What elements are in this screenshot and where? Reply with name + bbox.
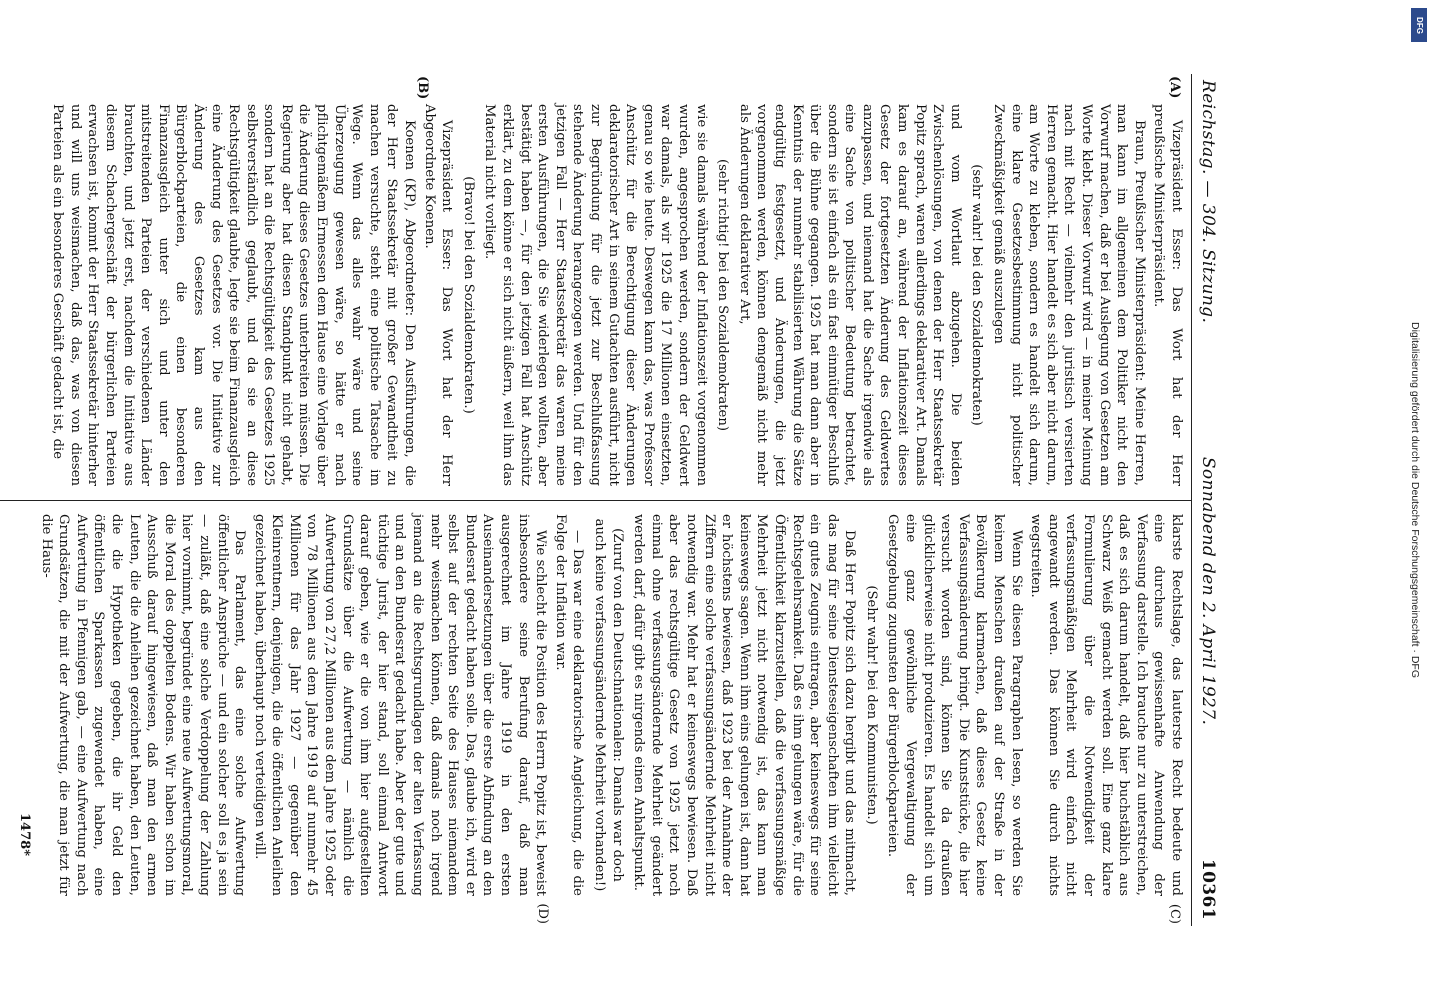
paragraph: — Das war eine deklaratorische Angleichung, die die Folge der Inflation war. <box>552 514 586 896</box>
margin-marker-d: (D) <box>535 903 550 924</box>
interjection: (Bravo! bei den Sozialdemokraten.) <box>460 176 476 414</box>
margin-marker-b: (B) <box>415 76 430 100</box>
paragraph: Wie schlecht die Position des Herrn Popitz ist, beweist insbesondere seine Berufung darauf, daß man ausgerechnet im Jahre 1919 in den ersten Auseinandersetzungen über die erste Abfindung an den Bundesrat gedacht haben solle. Das, glaube ich, wird er selbst auf der rechten Seite des Hauses niemandem mehr weismachen können, daß damals noch irgend jemand an die Rechtsgrundlagen der alten Verfassung und an den Bundesrat gedacht habe. Aber der gute und tüchtige Jurist, der hier stand, soll einmal Antwort darauf geben, wie er die von ihm hier aufgestellten Grundsätze über die Aufwertung — nämlich die Aufwertung von 27,2 Millionen aus dem Jahre 1925 oder von 78 Millionen aus dem Jahre 1919 auf nunmehr 45 Millionen für das Jahr 1927 — gegenüber den Kleinrentnern, denjenigen, die die öffentlichen Anleihen gezeichnet haben, überhaupt noch verteidigen will. <box>251 514 549 896</box>
text-columns <box>0 74 1191 926</box>
paragraph: und vom Wortlaut abzugehen. Die beiden Zwischenlösungen, von denen der Herr Staatssekretär Popitz sprach, waren allerdings deklarativer Art. Damals kam es darauf an, während der Inflationszeit dieses Gesetz der fortgesetzten Änderung des Geldwertes anzupassen, und niemand hat die Sache irgendwie als eine Sache von politischer Bedeutung betrachtet, sondern sie ist einfach als ein fast einmütiger Beschluß über die Bühne gegangen. 1925 hat man dann aber in Kenntnis der nunmehr stabilisierten Währung die Sätze endgültig festgesetzt, und Änderungen, die jetzt vorgenommen werden, können demgemäß nicht mehr als Änderungen deklarativer Art, <box>736 104 963 486</box>
left-column <box>0 74 1191 500</box>
paragraph: Daß Herr Popitz sich dazu hergibt und das mitmacht, das mag für seine Diensteseigenschaften ihm vielleicht ein gutes Zeugnis eintragen, aber keineswegs für seine Rechtsgelehrsamkeit. Daß es ihm gelungen wäre, für die Öffentlichkeit klarzustellen, daß die verfassungsmäßige Mehrheit jetzt nicht notwendig ist, das kann man keineswegs sagen. Wenn ihm eins gelungen ist, dann hat er höchstens bewiesen, daß 1923 bei der Annahme der Ziffern eine solche verfassungsändernde Mehrheit nicht notwendig war. Mehr hat er keineswegs bewiesen. Daß aber das rechtsgültige Gesetz von 1925 jetzt noch einmal ohne verfassungsändernde Mehrheit geändert werden darf, dafür gibt es nirgends einen Anhaltspunkt. <box>631 514 858 896</box>
paragraph: klarste Rechtslage, das lauterste Recht bedeute und eine durchaus gewissenhafte Anwendung der Verfassung darstelle. Ich brauche nur zu unterstreichen, daß es sich darum handelt, daß hier buchstäblich aus Schwarz Weiß gemacht werden soll. Eine ganz klare Formulierung über die Notwendigkeit der verfassungsmäßigen Mehrheit wird einfach nicht angewandt werden. Das können Sie durch nichts wegstreiten. <box>1028 514 1184 896</box>
margin-marker-a: (A) <box>1167 76 1182 99</box>
page-header <box>1191 74 1228 926</box>
paragraph: Vizepräsident Esser: Das Wort hat der Herr Abgeordnete Koenen. <box>421 104 455 486</box>
rotated-document-page <box>0 70 1228 930</box>
margin-marker-c: (C) <box>1167 903 1182 924</box>
paragraph: Wenn Sie diesen Paragraphen lesen, so werden Sie keinem Menschen draußen auf der Straße in der Bevölkerung klarmachen, daß dieses Gesetz keine Verfassungsänderung bringt. Die Kunststücke, die hier versucht worden sind, können Sie da draußen glücklicherweise nicht produzieren. Es handelt sich um eine ganz gewöhnliche Vergewaltigung der Gesetzgebung zugunsten der Bürgerblockparteien. <box>885 514 1024 896</box>
interjection: (sehr richtig! bei den Sozialdemokraten) <box>715 159 731 431</box>
paragraph: Vizepräsident Esser: Das Wort hat der Herr preußische Ministerpräsident. <box>1151 104 1184 486</box>
paragraph: Braun, Preußischer Ministerpräsident: Meine Herren, man kann im allgemeinen dem Politiker nicht den Vorwurf machen, daß er bei Auslegung von Gesetzen am Worte klebt. Dieser Vorwurf wird — in meiner Meinung nach mit Recht — vielmehr den juristisch versierten Herren gemacht. Hier handelt es sich aber nicht darum, am Worte zu kleben, sondern es handelt sich darum, eine klare Gesetzesbestimmung nicht politischer Zweckmäßigkeit gemäß auszulegen <box>991 104 1147 486</box>
header-date: Sonnabend den 2. April 1927. <box>1198 456 1218 726</box>
interjection: (sehr wahr! bei den Sozialdemokraten) <box>969 164 985 426</box>
header-left: Reichstag. — 304. Sitzung. <box>1198 80 1218 324</box>
dfg-logo: DFG <box>1411 8 1427 42</box>
signature-mark: 1478* <box>17 813 32 856</box>
paragraph: wie sie damals während der Inflationszeit vorgenommen wurden, angesprochen werden, sondern der Geldwert war damals, als wir 1925 die 17 Millionen einsetzten, genau so wie heute. Deswegen kann das, was Professor Anschütz für die Berechtigung dieser Änderungen deklaratorischer Art in seinem Gutachten ausführt, nicht zur Begründung für die jetzt zur Beschlußfassung stehende Änderung herangezogen werden. Und für den jetzigen Fall — Herr Staatssekretär das waren meine ersten Ausführungen, die Sie widerlegen wollten, aber bestätigt haben —, für den jetzigen Fall hat Anschütz erklärt, zu dem könne er sich nicht äußern, weil ihm das Material nicht vorliegt. <box>482 104 709 486</box>
interjection: (Zuruf von den Deutschnationalen: Damals war doch auch keine verfassungsändernde Mehrheit vorhanden!) <box>592 518 625 892</box>
page-number: 10361 <box>1198 858 1218 920</box>
right-column <box>0 500 1191 926</box>
interjection: (Sehr wahr! bei den Kommunisten.) <box>863 585 879 825</box>
paragraph: Koenen (KP), Abgeordneter: Den Ausführungen, die der Herr Staatssekretär mit großer Gewandtheit zu machen versuchte, steht eine politische Tatsache im Wege. Wenn das alles wahr wäre und seine Überzeugung gewesen wäre, so hätte er nach pflichtgemäßem Ermessen dem Hause eine Vorlage über die Änderung dieses Gesetzes unterbreiten müssen. Die Regierung aber hat diesen Standpunkt nicht gehabt, sondern hat an die Rechtsgültigkeit des Gesetzes 1925 selbstverständlich geglaubt, und da sie an diese Rechtsgültigkeit glaubte, legte sie beim Finanzausgleich eine Änderung des Gesetzes vor. Die Initiative zur Änderung des Gesetzes kam aus den Bürgerblockparteien, die einen besonderen Finanzausgleich unter sich und unter den mitstreitenden Parteien der verschiedenen Länder brauchten, und jetzt erst, nachdem die Initiative aus diesem Schachergeschäft der bürgerlichen Parteien erwachsen ist, kommt der Herr Staatssekretär hinterher und will uns weismachen, daß das, was von diesen Parteien als ein besonderes Geschäft gedacht ist, die <box>50 104 418 486</box>
digitization-note: Digitalisierung gefördert durch die Deutsche Forschungsgemeinschaft · DFG <box>1409 321 1421 679</box>
paragraph: Das Parlament, das eine solche Aufwertung öffentlicher Ansprüche — und ein solcher soll es ja sein — zuläßt, daß eine solche Verdoppelung der Zahlung hier vornimmt, begründet eine neue Aufwertungsmoral, die Moral des doppelten Bodens. Wir haben schon im Ausschuß darauf hingewiesen, daß man den armen Leuten, die die Anleihen gezeichnet haben, den Leuten, die die Hypotheken gegeben, die ihr Geld den öffentlichen Sparkassen zugewendet haben, eine Aufwertung in Pfennigen gab, — eine Aufwertung nach Grundsätzen, die mit der Aufwertung, die man jetzt für die Haus- <box>38 514 248 896</box>
